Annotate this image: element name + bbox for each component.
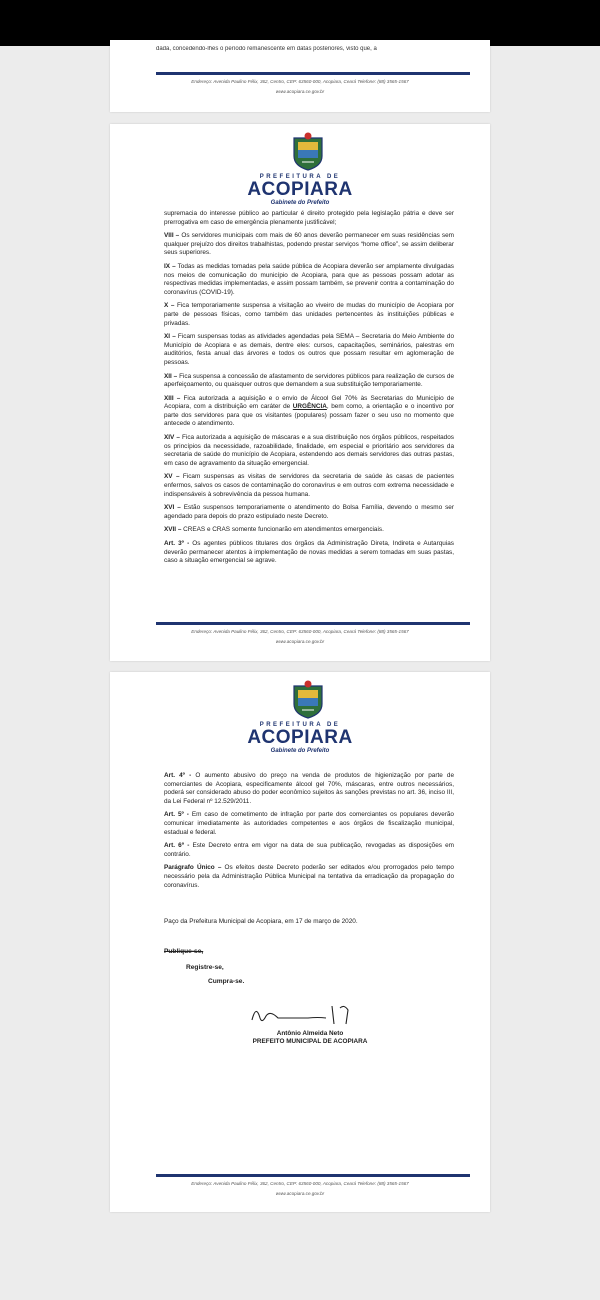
signer-title: PREFEITO MUNICIPAL DE ACOPIARA (252, 1038, 368, 1045)
decree-paragraph (164, 473, 454, 499)
paragraph-label: Art. 5º - (164, 811, 189, 819)
decree-paragraph (164, 434, 454, 468)
brand-cabinet: Gabinete do Prefeito (270, 200, 330, 206)
paragraph-label: XIV – (164, 434, 180, 442)
paragraph-label: XIII – (164, 394, 181, 402)
paragraph-text: Os agentes públicos titulares dos órgãos da Administração Direta, Indireta e Autarquias deverão permanecer atentos à implementação de novas medidas a serem tomadas em suas pastas, caso a situação emergencial se agrave. (164, 540, 454, 565)
footer-address: Endereço: Avenida Paulino Félix, 362, Centro, CEP: 63560-000, Acopiara, Ceará Telefone: (88) 3565-1567 (191, 1181, 409, 1186)
urgency-emphasis: URGÊNCIA (292, 403, 327, 411)
footer-website: www.acopiara.ce.gov.br (275, 639, 325, 644)
decree-paragraph (164, 864, 454, 890)
document-page-1 (110, 40, 490, 112)
decree-paragraph (164, 811, 454, 837)
decree-paragraph (164, 526, 454, 535)
footer-rule (156, 1174, 470, 1177)
paragraph-text: supremacia do interesse público ao particular é direito protegido pela legislação pátria e deve ser prerrogativa em caso de emergência plenamente justificável; (164, 210, 454, 226)
paragraph-text: Ficam suspensas as visitas de servidores da secretaria de saúde às casas de pacientes enfermos, salvos os casos de contaminação do coronavírus e em outros com extrema necessidade e indispensáveis à sobrevivência da pessoa humana. (164, 473, 454, 498)
decree-body-page-3 (164, 772, 454, 895)
publique-se-line: Publique-se, (164, 948, 204, 955)
paragraph-label: Art. 6º - (164, 842, 190, 850)
document-page-3 (110, 672, 490, 1212)
municipal-coat-of-arms-icon (290, 680, 326, 720)
decree-paragraph (164, 504, 454, 521)
paragraph-label: XV – (164, 473, 180, 481)
cumpra-se-line: Cumpra-se. (208, 978, 245, 985)
paragraph-text: Todas as medidas tomadas pela saúde pública de Acopiara deverão ser amplamente divulgadas nos meios de comunicação do município de Acopiara, para que as pessoas possam adotar as respectivas medidas implementadas, e assim possam também, se prevenir contra a contaminação do coronavírus (COVID-19). (164, 262, 454, 296)
registre-se-line: Registre-se, (186, 964, 224, 971)
paragraph-text: Estão suspensos temporariamente o atendimento do Bolsa Família, devendo o mesmo ser agendado para depois do prazo estipulado neste Decreto. (164, 504, 454, 520)
paragraph-label: Art. 4º - (164, 772, 192, 779)
paragraph-text: O aumento abusivo do preço na venda de produtos de higienização por parte de comerciantes de Acopiara, especificamente álcool gel 70%, máscaras, entre outros necessários, poderá ser considerado abuso do poder econômico sujeitos às sanções previstas no art. 36, inciso III, da Lei Federal nº 12.529/2011. (164, 772, 455, 805)
paragraph-text: Fica autorizada a aquisição de máscaras e a sua distribuição nos órgãos públicos, respeitados os princípios da necessidade, razoabilidade, finalidade, em especial e prioritário aos servidores da secretaria de saúde do município de Acopiara, estendendo aos demais servidores das outras pastas, em caso de agravamento da situação emergencial. (164, 434, 454, 467)
paragraph-label: VIII – (164, 232, 180, 240)
paragraph-text: Fica temporariamente suspensa a visitação ao viveiro de mudas do município de Acopiara por parte de pessoas físicas, como também das unidades pertencentes às instituições públicas e privadas. (164, 302, 454, 327)
paragraph-label: XVI – (164, 504, 181, 512)
decree-paragraph (164, 263, 454, 297)
paragraph-text: CREAS e CRAS somente funcionarão em atendimentos emergenciais. (181, 526, 384, 534)
decree-paragraph (164, 333, 454, 367)
paragraph-label: Parágrafo Único – (164, 864, 222, 872)
footer-rule (156, 622, 470, 625)
decree-body-page-2 (164, 210, 454, 571)
paragraph-label: XII – (164, 372, 178, 380)
paragraph-text: Em caso de cometimento de infração por parte dos comerciantes os populares deverão comunicar imediatamente às autoridades competentes e aos órgãos de fiscalização municipal, estadual e federal. (164, 811, 454, 836)
decree-paragraph (164, 210, 454, 227)
paragraph-label: X – (164, 302, 175, 310)
brand-prefeitura: PREFEITURA DE (259, 174, 341, 180)
decree-paragraph (164, 395, 454, 429)
paragraph-label: Art. 3º - (164, 540, 190, 547)
brand-city-name: ACOPIARA (247, 727, 353, 748)
paragraph-text: Este Decreto entra em vigor na data de sua publicação, revogadas as disposições em contrário. (164, 842, 455, 858)
footer-address: Endereço: Avenida Paulino Félix, 362, Centro, CEP: 63560-000, Acopiara, Ceará Telefone: (88) 3565-1567 (191, 79, 409, 84)
date-line: Paço da Prefeitura Municipal de Acopiara, em 17 de março de 2020. (164, 918, 358, 925)
handwritten-signature (248, 1000, 358, 1028)
paragraph-text: Fica suspensa a concessão de afastamento de servidores públicos para realização de cursos de aperfeiçoamento, ou quaisquer outros que demandem a sua substituição temporariamente. (164, 372, 454, 389)
paragraph-text: Os efeitos deste Decreto poderão ser editados e/ou prorrogados pelo tempo necessário pela da Administração Pública Municipal na tentativa da erradicação da propagação do coronavírus. (164, 864, 454, 889)
decree-paragraph (164, 302, 454, 328)
municipal-coat-of-arms-icon (290, 132, 326, 172)
footer-website: www.acopiara.ce.gov.br (275, 89, 325, 94)
signer-name: Antônio Almeida Neto (276, 1030, 344, 1037)
brand-prefeitura: PREFEITURA DE (259, 722, 341, 728)
paragraph-label: IX – (164, 262, 176, 270)
paragraph-label: XI – (164, 333, 176, 341)
footer-rule (156, 72, 470, 75)
footer-website: www.acopiara.ce.gov.br (275, 1191, 325, 1196)
footer-address: Endereço: Avenida Paulino Félix, 362, Centro, CEP: 63560-000, Acopiara, Ceará Telefone: (88) 3565-1567 (191, 629, 409, 634)
document-page-2 (110, 124, 490, 661)
paragraph-text: Os servidores municipais com mais de 60 anos deverão permanecer em suas residências sem qualquer prejuízo dos direitos trabalhistas, podendo prestar serviços “home office”, se assim deliberar seus superiores. (164, 232, 454, 257)
paragraph-text: Ficam suspensas todas as atividades agendadas pela SEMA – Secretaria do Meio Ambiente do Município de Acopiara e as demais, dentre eles: cursos, capacitações, seminários, palestras em auditórios, festa anual das árvores e todos os outros que possam resultar em aglomeração de pessoas. (164, 333, 455, 366)
decree-paragraph (164, 540, 454, 566)
decree-paragraph (164, 373, 454, 390)
brand-cabinet: Gabinete do Prefeito (270, 748, 330, 754)
paragraph-label: XVII – (164, 526, 182, 534)
decree-paragraph (164, 842, 454, 859)
cut-off-text-line: dada, concedendo-lhes o período remanescente em datas posteriores, visto que, a (156, 46, 377, 52)
decree-paragraph (164, 772, 454, 806)
paragraph-text: Fica autorizada a aquisição e o envio de Álcool Gel 70% às Secretarias do Município de Acopiara, com a distribuição em caráter de (164, 394, 454, 411)
paragraph-text-after: , bem como, a orientação e o incentivo por parte dos servidores para que os visitantes (populares) possam fazer o seu uso no momento que antecede o atendimento. (164, 403, 454, 428)
brand-city-name: ACOPIARA (247, 179, 353, 200)
decree-paragraph (164, 232, 454, 258)
